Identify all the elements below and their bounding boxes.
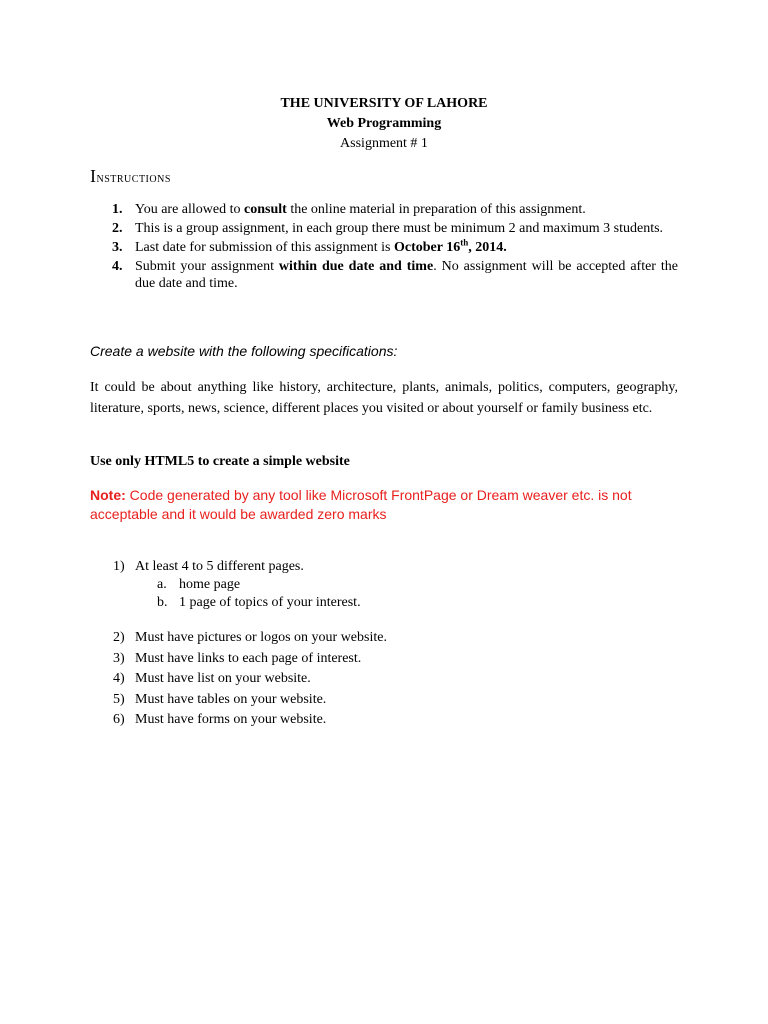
subitem-text: 1 page of topics of your interest. [179, 595, 361, 610]
requirement-text: Must have list on your website. [135, 671, 311, 686]
subitem-letter: b. [157, 595, 168, 610]
requirement-number: 5) [113, 691, 125, 707]
requirement-number: 4) [113, 671, 125, 686]
requirement-item [113, 629, 613, 647]
instruction-text: . No assignment will be accepted after the due date and time. [135, 259, 678, 291]
instructions-heading [90, 166, 171, 187]
subitem-letter: a. [157, 577, 167, 592]
instruction-item [108, 220, 678, 237]
note-label: Note: [90, 487, 126, 503]
course-name: Web Programming [326, 116, 442, 131]
instruction-text: the online material in preparation of this assignment. [286, 202, 586, 217]
instruction-item [108, 258, 678, 292]
list-spacer [113, 612, 613, 629]
topic-paragraph: It could be about anything like history, architecture, plants, animals, politics, computers, geography, literature, sports, news, science, different places you visited or about yourself or family business etc. [90, 380, 678, 416]
instruction-text: Submit your assignment [135, 259, 279, 274]
requirement-text: Must have forms on your website. [135, 712, 327, 727]
instruction-text: This is a group assignment, in each group there must be minimum 2 and maximum 3 students. [135, 221, 664, 236]
instruction-text: You are allowed to [135, 202, 245, 217]
requirement-number: 2) [113, 630, 125, 645]
instruction-bold: within due date and time [278, 259, 434, 274]
instruction-number: 3. [112, 240, 123, 255]
instructions-list [108, 201, 678, 294]
instruction-number: 4. [112, 259, 123, 274]
due-date-superscript: th [460, 237, 469, 248]
instruction-item [108, 201, 678, 218]
requirement-item [113, 670, 613, 688]
instructions-heading-rest: nstructions [96, 171, 171, 186]
instruction-number: 2. [112, 221, 123, 236]
requirement-item [113, 711, 613, 729]
requirement-text: Must have pictures or logos on your website. [135, 630, 387, 645]
requirement-subitem [113, 594, 613, 612]
instruction-item [108, 239, 678, 256]
document-header [0, 94, 768, 154]
html5-requirement: Use only HTML5 to create a simple website [90, 454, 350, 469]
requirement-item [113, 558, 613, 576]
due-date: October 16 [393, 240, 461, 255]
requirement-subitem [113, 576, 613, 594]
requirement-number: 6) [113, 712, 125, 727]
due-date-year: , 2014. [468, 240, 507, 255]
requirement-item [113, 691, 613, 709]
requirement-text: Must have links to each page of interest. [135, 650, 362, 666]
instructions-heading-initial: I [90, 166, 97, 186]
note-text: Code generated by any tool like Microsoft FrontPage or Dream weaver etc. is not acceptable and it would be awarded zero marks [90, 487, 632, 522]
requirement-text: At least 4 to 5 different pages. [135, 559, 304, 574]
requirements-list [113, 558, 613, 732]
requirement-item [113, 650, 613, 668]
instruction-bold: consult [244, 202, 287, 217]
specifications-heading: Create a website with the following specifications: [90, 343, 398, 359]
note-warning [90, 486, 690, 524]
requirement-number: 3) [113, 650, 125, 666]
instruction-number: 1. [112, 202, 123, 217]
subitem-text: home page [179, 577, 241, 592]
assignment-number: Assignment # 1 [340, 136, 428, 151]
requirement-number: 1) [113, 559, 125, 574]
requirement-text: Must have tables on your website. [135, 691, 327, 707]
instruction-text: Last date for submission of this assignment is [135, 240, 394, 255]
university-name: THE UNIVERSITY OF LAHORE [280, 96, 488, 111]
